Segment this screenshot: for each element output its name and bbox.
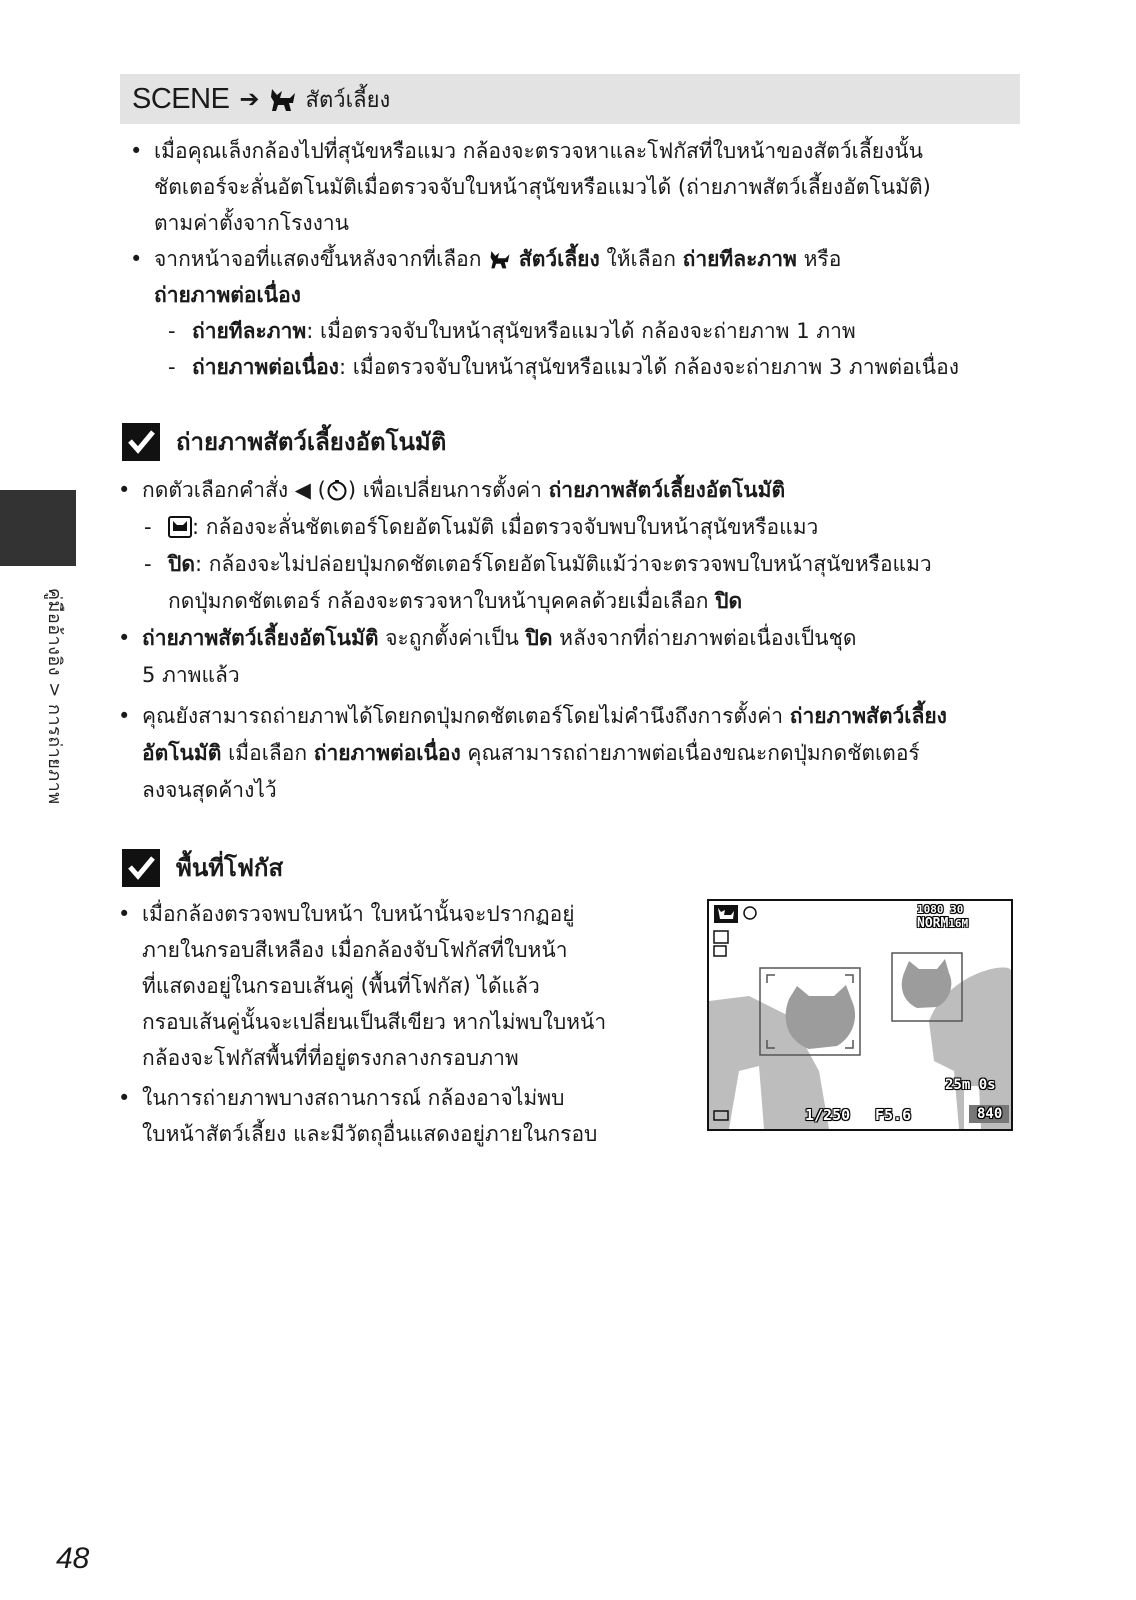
image-size-label: 16M xyxy=(948,917,969,930)
scene-title: สัตว์เลี้ยง xyxy=(305,87,391,113)
text-line: กรอบเส้นคู่นั้นจะเปลี่ยนเป็นสีเขียว หากไม่พบใบหน้า xyxy=(142,1010,607,1034)
text: จากหน้าจอที่แสดงขึ้นหลังจากที่เลือก xyxy=(154,247,482,271)
text: คุณสามารถถ่ายภาพต่อเนื่องขณะกดปุ่มกดชัตเตอร์ xyxy=(467,741,920,765)
image-quality-label: NORM xyxy=(917,916,949,931)
text: : เมื่อตรวจจับใบหน้าสุนัขหรือแมวได้ กล้องจะถ่ายภาพ 1 ภาพ xyxy=(306,319,856,343)
term: ปิด xyxy=(168,552,195,576)
check-note-icon xyxy=(122,849,160,887)
text-line: • เมื่อคุณเล็งกล้องไปที่สุนัขหรือแมว กล้องจะตรวจหาและโฟกัสที่ใบหน้าของสัตว์เลี้ยงนั้น xyxy=(154,139,924,163)
text: ให้เลือก xyxy=(606,247,676,271)
chapter-tab xyxy=(0,490,76,566)
term: ถ่ายภาพต่อเนื่อง xyxy=(154,283,301,307)
text-line: ตามค่าตั้งจากโรงงาน xyxy=(154,211,350,235)
text: : กล้องจะไม่ปล่อยปุ่มกดชัตเตอร์โดยอัตโนมัติแม้ว่าจะตรวจพบใบหน้าสุนัขหรือแมว xyxy=(194,552,932,576)
text: เพื่อเปลี่ยนการตั้งค่า xyxy=(362,478,542,502)
term: ถ่ายทีละภาพ xyxy=(682,247,797,271)
sub-item xyxy=(130,546,1020,620)
text-line: ลงจนสุดค้างไว้ xyxy=(142,778,277,802)
term: ถ่ายภาพต่อเนื่อง xyxy=(192,355,339,379)
text: เมื่อเลือก xyxy=(228,741,308,765)
sub-item xyxy=(130,509,1020,546)
self-timer-icon xyxy=(326,479,348,501)
text-line: ใบหน้าสัตว์เลี้ยง และมีวัตถุอื่นแสดงอยู่ภายในกรอบ xyxy=(142,1122,598,1146)
text: หรือ xyxy=(803,247,842,271)
aperture-value: F5.6 xyxy=(875,1106,912,1124)
left-arrow-icon: ◀ xyxy=(294,478,311,502)
arrow-icon: ➔ xyxy=(239,85,260,113)
text-line: ชัตเตอร์จะลั่นอัตโนมัติเมื่อตรวจจับใบหน้าสุนัขหรือแมวได้ (ถ่ายภาพสัตว์เลี้ยงอัตโนมัติ) xyxy=(154,175,931,199)
pet-portrait-icon xyxy=(268,85,298,113)
text: กดปุ่มกดชัตเตอร์ กล้องจะตรวจหาใบหน้าบุคคลด้วยเมื่อเลือก xyxy=(168,589,709,613)
list-item xyxy=(108,698,1020,809)
text-line: • เมื่อกล้องตรวจพบใบหน้า ใบหน้านั้นจะปรากฏอยู่ xyxy=(142,902,575,926)
text: ( xyxy=(317,478,326,502)
text: : เมื่อตรวจจับใบหน้าสุนัขหรือแมวได้ กล้องจะถ่ายภาพ 3 ภาพต่อเนื่อง xyxy=(338,355,960,379)
section2-text xyxy=(108,896,668,1152)
term: ปิด xyxy=(525,626,553,650)
text-line: กล้องจะโฟกัสพื้นที่ที่อยู่ตรงกลางกรอบภาพ xyxy=(142,1046,519,1070)
fps-label: 30 xyxy=(950,903,964,916)
list-item xyxy=(120,133,1020,241)
scene-label: SCENE xyxy=(132,82,230,115)
term: อัตโนมัติ xyxy=(142,741,222,765)
term: ถ่ายภาพสัตว์เลี้ยงอัตโนมัติ xyxy=(548,478,786,502)
list-item xyxy=(120,241,1020,313)
chapter-label: คู่มืออ้างอิง > การถ่ายภาพ xyxy=(44,588,65,805)
scene-graphic xyxy=(709,901,1011,1129)
pet-auto-release-icon xyxy=(168,516,192,538)
term: ถ่ายภาพสัตว์เลี้ยงอัตโนมัติ xyxy=(142,626,379,650)
scene-header xyxy=(120,74,1020,124)
movie-mode-label: 1080 xyxy=(917,903,944,916)
text: กดตัวเลือกคำสั่ง xyxy=(142,478,289,502)
text: คุณยังสามารถถ่ายภาพได้โดยกดปุ่มกดชัตเตอร์โดยไม่คำนึงถึงการตั้งค่า xyxy=(142,704,784,728)
section1-text xyxy=(108,472,1020,809)
sub-item xyxy=(154,313,1020,349)
list-item xyxy=(108,472,1020,509)
section-heading xyxy=(122,422,446,461)
sub-item xyxy=(154,349,1020,385)
list-item xyxy=(108,620,1020,694)
text: หลังจากที่ถ่ายภาพต่อเนื่องเป็นชุด xyxy=(559,626,857,650)
page-number: 48 xyxy=(56,1542,90,1575)
section-title: ถ่ายภาพสัตว์เลี้ยงอัตโนมัติ xyxy=(176,428,447,456)
movie-time-remaining: 25m 0s xyxy=(945,1077,996,1093)
camera-screen-illustration xyxy=(707,899,1013,1131)
check-note-icon xyxy=(122,423,160,461)
term: ถ่ายภาพสัตว์เลี้ยง xyxy=(789,704,947,728)
list-item xyxy=(108,1080,668,1152)
term: สัตว์เลี้ยง xyxy=(518,247,600,271)
section-heading xyxy=(122,848,283,887)
text: จะถูกตั้งค่าเป็น xyxy=(385,626,519,650)
text-line: ที่แสดงอยู่ในกรอบเส้นคู่ (พื้นที่โฟกัส) ได้แล้ว xyxy=(142,974,540,998)
text-line: 5 ภาพแล้ว xyxy=(142,663,240,687)
list-item xyxy=(108,896,668,1076)
text: ) xyxy=(347,478,357,502)
pet-portrait-icon xyxy=(488,248,512,270)
section-title: พื้นที่โฟกัส xyxy=(176,854,284,882)
term: ปิด xyxy=(715,589,743,613)
term: ถ่ายทีละภาพ xyxy=(192,319,307,343)
text-line: ภายในกรอบสีเหลือง เมื่อกล้องจับโฟกัสที่ใบหน้า xyxy=(142,938,568,962)
shutter-speed: 1/250 xyxy=(805,1106,851,1124)
term: ถ่ายภาพต่อเนื่อง xyxy=(313,741,461,765)
intro-text xyxy=(120,133,1020,385)
shots-remaining: 840 xyxy=(977,1106,1003,1122)
text: : กล้องจะลั่นชัตเตอร์โดยอัตโนมัติ เมื่อตรวจจับพบใบหน้าสุนัขหรือแมว xyxy=(192,515,819,539)
text-line: • ในการถ่ายภาพบางสถานการณ์ กล้องอาจไม่พบ xyxy=(142,1086,565,1110)
